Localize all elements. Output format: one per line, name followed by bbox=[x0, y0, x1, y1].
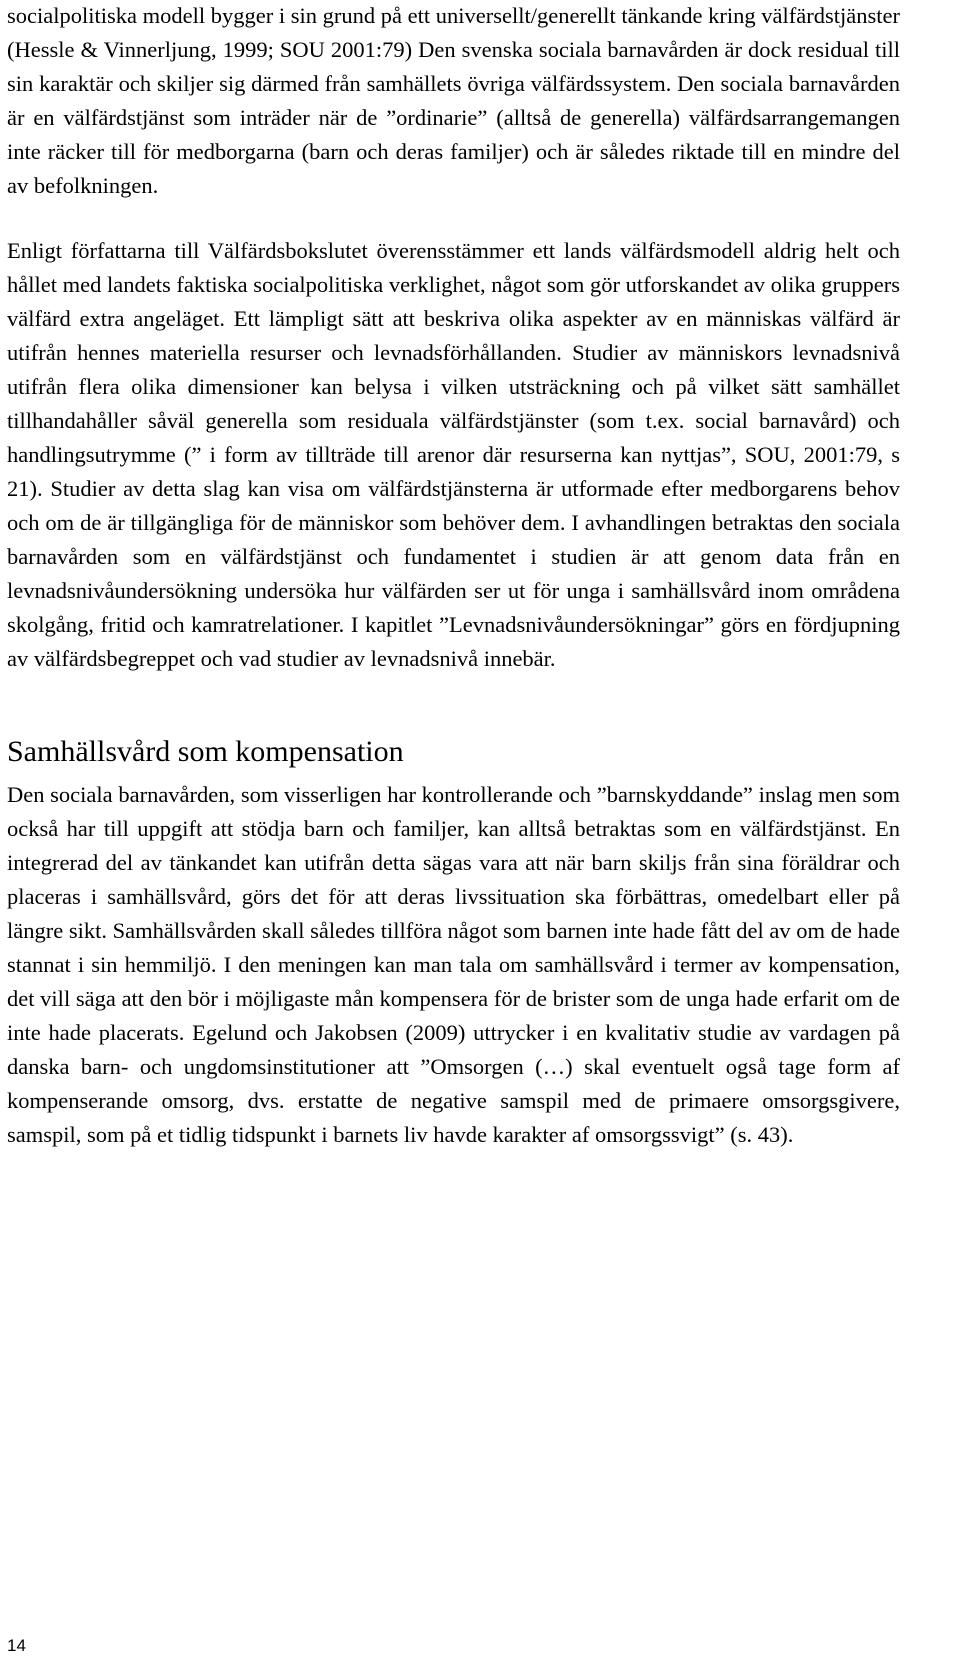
body-paragraph-1: socialpolitiska modell bygger i sin grund på ett universellt/generellt tänkande kring välfärdstjänster (Hessle & Vinnerljung, 1999; SOU 2001:79) Den svenska sociala barnavården är dock residual till sin karaktär och skiljer sig därmed från samhällets övriga välfärdssystem. Den sociala barnavården är en välfärdstjänst som inträder när de ”ordinarie” (alltså de generella) välfärdsarrangemangen inte räcker till för medborgarna (barn och deras familjer) och är således riktade till en mindre del av befolkningen. bbox=[7, 3, 900, 198]
page-number: 14 bbox=[7, 1636, 26, 1655]
section-paragraph: Den sociala barnavården, som visserligen har kontrollerande och ”barnskyddande” inslag men som också har till uppgift att stödja barn och familjer, kan alltså betraktas som en välfärdstjänst. En integrerad del av tänkandet kan utifrån detta sägas vara att när barn skiljs från sina föräldrar och placeras i samhällsvård, görs det för att deras livssituation ska förbättras, omedelbart eller på längre sikt. Samhällsvården skall således tillföra något som barnen inte hade fått del av om de hade stannat i sin hemmiljö. I den meningen kan man tala om samhällsvård i termer av kompensation, det vill säga att den bör i möjligaste mån kompensera för de brister som de unga hade erfarit om de inte hade placerats. Egelund och Jakobsen (2009) uttrycker i en kvalitativ studie av vardagen på danska barn- och ungdomsinstitutioner att ”Omsorgen (…) skal eventuelt også tage form af kompenserande omsorg, dvs. erstatte de negative samspil med de primaere omsorgsgivere, samspil, som på et tidlig tidspunkt i barnets liv havde karakter af omsorgssvigt” (s. 43). bbox=[7, 782, 900, 1147]
body-paragraph-2: Enligt författarna till Välfärdsbokslutet överensstämmer ett lands välfärdsmodell aldrig helt och hållet med landets faktiska socialpolitiska verklighet, något som gör utforskandet av olika gruppers välfärd extra angeläget. Ett lämpligt sätt att beskriva olika aspekter av en människas välfärd är utifrån hennes materiella resurser och levnadsförhållanden. Studier av människors levnadsnivå utifrån flera olika dimensioner kan belysa i vilken utsträckning och på vilket sätt samhället tillhandahåller såväl generella som residuala välfärdstjänster (som t.ex. social barnavård) och handlingsutrymme (” i form av tillträde till arenor där resurserna kan nyttjas”, SOU, 2001:79, s 21). Studier av detta slag kan visa om välfärdstjänsterna är utformade efter medborgarens behov och om de är tillgängliga för de människor som behöver dem. I avhandlingen betraktas den sociala barnavården som en välfärdstjänst och fundamentet i studien är att genom data från en levnadsnivåundersökning undersöka hur välfärden ser ut för unga i samhällsvård inom områdena skolgång, fritid och kamratrelationer. I kapitlet ”Levnadsnivåundersökningar” görs en fördjupning av välfärdsbegreppet och vad studier av levnadsnivå innebär. bbox=[7, 238, 900, 671]
section-heading: Samhällsvård som kompensation bbox=[7, 735, 404, 768]
document-page bbox=[7, 0, 900, 1152]
